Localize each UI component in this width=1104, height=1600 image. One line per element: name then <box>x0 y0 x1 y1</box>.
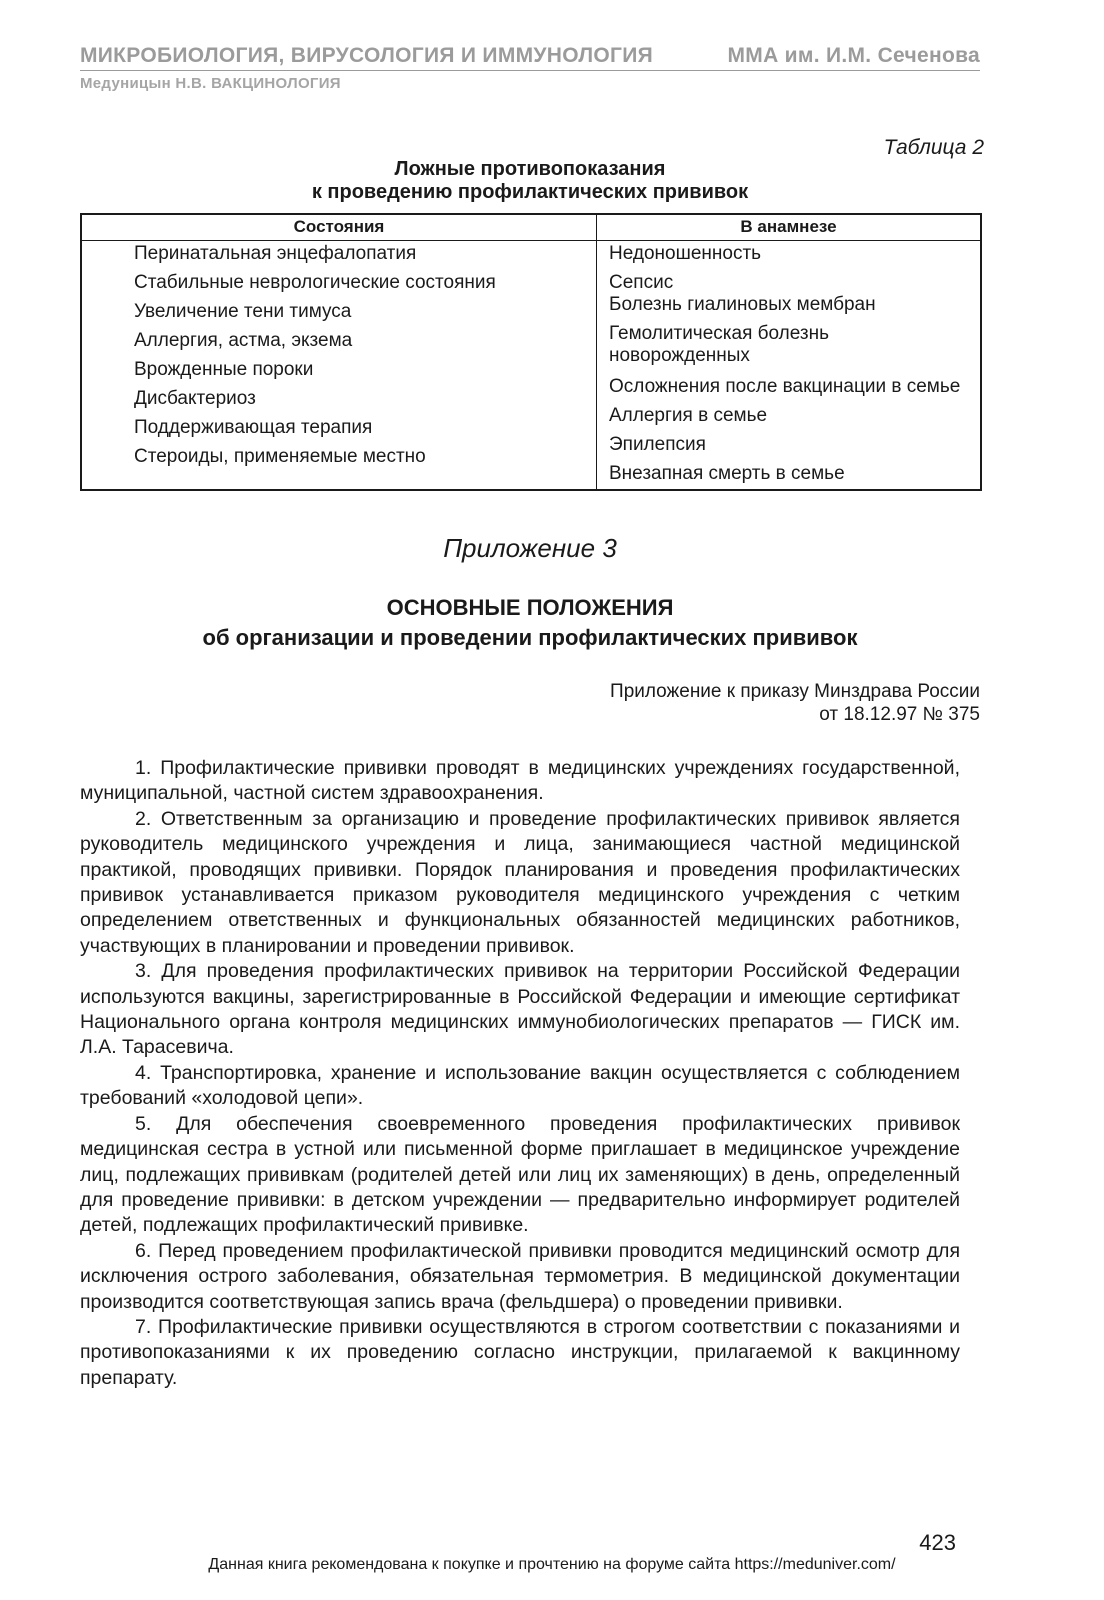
conditions-cell <box>81 241 597 491</box>
history-item: Гемолитическая болезнь новорожденных <box>609 323 830 366</box>
paragraph: 1. Профилактические прививки проводят в медицинских учреждениях государственной, муниципальной, частной систем здравоохранения. <box>80 757 960 805</box>
appendix-subtitle: об организации и проведении профилактических прививок <box>202 625 858 650</box>
paragraph: 6. Перед проведением профилактической прививки проводится медицинский осмотр для исключения острого заболевания, обязательная термометрия. В медицинской документации производится соответствующая запись врача (фельдшера) о проведении прививки. <box>80 1239 960 1313</box>
condition-item: Дисбактериоз <box>134 388 256 409</box>
header-subject: МИКРОБИОЛОГИЯ, ВИРУСОЛОГИЯ И ИММУНОЛОГИЯ <box>80 44 654 67</box>
history-item: Недоношенность <box>609 243 762 264</box>
header-institution: ММА им. И.М. Сеченова <box>727 44 980 67</box>
history-item: Сепсис <box>609 272 674 293</box>
paragraph: 3. Для проведения профилактических прививок на территории Российской Федерации используются вакцины, зарегистрированные в Российской Федерации и имеющие сертификат Национального органа контроля медицинских иммунобиологических препаратов — ГИСК им. Л.А. Тарасевича. <box>80 960 960 1059</box>
appendix-label: Приложение 3 <box>443 533 617 563</box>
table-title-line2: к проведению профилактических прививок <box>311 181 749 203</box>
body-text <box>80 756 960 1391</box>
table-title-line1: Ложные противопоказания <box>394 158 666 180</box>
paragraph: 7. Профилактические прививки осуществляются в строгом соответствии с показаниями и противопоказаниями к их проведению согласно инструкции, прилагаемой к вакцинному препарату. <box>80 1315 960 1389</box>
running-header-top <box>80 44 980 71</box>
condition-item: Увеличение тени тимуса <box>134 301 352 322</box>
history-item: Эпилепсия <box>609 434 706 455</box>
history-cell <box>597 241 982 491</box>
history-item: Болезнь гиалиновых мембран <box>609 294 876 315</box>
table-title <box>80 158 980 204</box>
condition-item: Стабильные неврологические состояния <box>134 272 496 293</box>
table-header-row <box>81 214 981 241</box>
appendix-title: ОСНОВНЫЕ ПОЛОЖЕНИЯ <box>386 595 674 620</box>
paragraph: 5. Для обеспечения своевременного проведения профилактических прививок медицинская сестра в устной или письменной форме приглашает в медицинское учреждение лиц, подлежащих прививкам (родителей детей или лиц их заменяющих) в день, определенный для проведение прививки: в детском учреждении — предварительно информирует родителей детей, подлежащих профилактический прививке. <box>80 1112 960 1237</box>
paragraph: 4. Транспортировка, хранение и использование вакцин осуществляется с соблюдением требований «холодовой цепи». <box>80 1061 960 1110</box>
order-reference <box>610 680 980 726</box>
condition-item: Поддерживающая терапия <box>134 417 373 438</box>
page-number: 423 <box>919 1530 956 1555</box>
condition-item: Перинатальная энцефалопатия <box>134 243 417 264</box>
order-line2: от 18.12.97 № 375 <box>819 704 980 725</box>
condition-item: Стероиды, применяемые местно <box>134 446 426 467</box>
footer-note: Данная книга рекомендована к покупке и прочтению на форуме сайта https://meduniver.com/ <box>208 1556 896 1573</box>
history-item: Осложнения после вакцинации в семье <box>609 376 961 397</box>
condition-item: Аллергия, астма, экзема <box>134 330 353 351</box>
history-item: Внезапная смерть в семье <box>609 463 845 484</box>
appendix-heading <box>80 593 980 653</box>
table-number: Таблица 2 <box>883 136 984 159</box>
col1-header: Состояния <box>81 214 597 241</box>
false-contraindications-table <box>80 213 982 491</box>
history-item: Аллергия в семье <box>609 405 768 426</box>
paragraph: 2. Ответственным за организацию и проведение профилактических прививок является руководитель медицинского учреждения и лица, занимающиеся частной медицинской практикой, проводящих прививки. Порядок планирования и проведения профилактических прививок устанавливается приказом руководителя медицинского учреждения с четким определением ответственных и функциональных обязанностей медицинских работников, участвующих в планировании и проведении прививок. <box>80 807 960 957</box>
running-header <box>80 44 980 92</box>
order-line1: Приложение к приказу Минздрава России <box>610 681 980 702</box>
header-book: Медуницын Н.В. ВАКЦИНОЛОГИЯ <box>80 75 341 92</box>
col2-header: В анамнезе <box>597 214 982 241</box>
condition-item: Врожденные пороки <box>134 359 314 380</box>
table-body-row <box>81 241 981 491</box>
